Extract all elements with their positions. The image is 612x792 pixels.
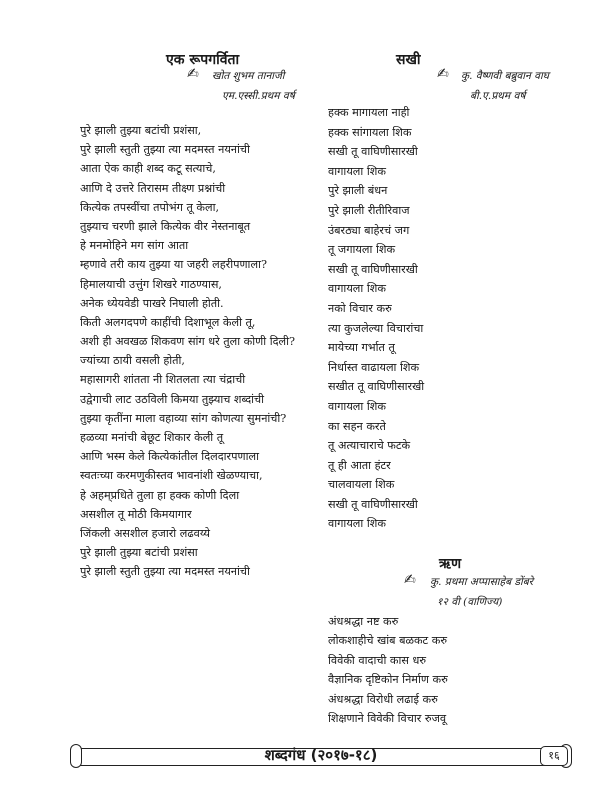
poem-body [328,103,424,534]
poem-line: अनेक ध्येयवेडी पाखरे निघाली होती. [80,296,224,310]
poem-line: पुरे झाली तुझ्या बटांची प्रशंसा, [80,124,202,137]
poem-line: कित्येक तपस्वींचा तपोभंग तू केला, [80,200,220,214]
poem-line: वागायला शिक [328,164,386,178]
poem-body [328,612,448,728]
poem-line: तू अत्याचाराचे फटके [328,439,411,453]
poem-line: महासागरी शांतता नी शितलता त्या चंद्राची [80,373,246,387]
poem-title: ऋण [439,556,462,572]
poem-line: किती अलगदपणे काहींची दिशाभूल केली तू, [80,315,256,329]
poem-line: हे मनमोहिने मग सांग आता [80,239,189,253]
poem-author-class: १२ वी (वाणिज्य) [437,596,503,608]
poem-line: हिमालयाची उत्तुंग शिखरे गाठण्यास, [80,277,222,291]
poem-line: पुरे झाली स्तुती तुझ्या त्या मदमस्त नयनांची [80,143,250,157]
poem-line: आणि दे उत्तरे तिरासम तीक्ष्ण प्रश्नांची [80,181,226,195]
poem-line: पुरे झाली रीतीरिवाज [328,203,410,217]
poem-line: अंधश्रद्धा विरोधी लढाई करु [328,692,438,706]
writing-hand-icon: ✍ [404,572,416,588]
poem-line: वागायला शिक [328,282,386,296]
poem-line: असशील तू मोठी किमयागार [80,507,192,521]
poem-line: विवेकी वादाची कास धरु [328,653,427,667]
poem-line: अंधश्रद्धा नष्ट करु [328,615,399,628]
poem-line: वागायला शिक [328,399,386,413]
poem-line: उंबरठ्या बाहेरचं जग [328,223,410,237]
poem-line: हक्क सांगायला शिक [328,125,412,139]
poem-line: पुरे झाली तुझ्या बटांची प्रशंसा [80,546,198,560]
poem-author: कु. प्रथमा अप्पासाहेब डोंबरे [430,576,534,588]
writing-hand-icon: ✍ [437,66,449,82]
poem-line: आणि भस्म केले कित्येकांतील दिलदारपणाला [80,450,259,464]
poem-line: हळव्या मनांची बेछूट शिकार केली तू [80,431,224,444]
poem-line: तुझ्याच चरणी झाले कित्येक वीर नेस्तनाबूत [80,219,251,233]
poem-title: सखी [396,52,421,68]
poem-line: वैज्ञानिक दृष्टिकोन निर्माण करु [328,673,448,687]
poem-author: खोत शुभम तानाजी [212,70,285,82]
poem-line: जिंकली असशील हजारो लढवय्ये [80,526,211,540]
poem-line: स्वतःच्या करमणुकीस्तव भावनांशी खेळण्याचा, [80,469,263,483]
poem-line: ज्यांच्या ठायी वसली होती, [80,354,185,368]
poem-line: पुरे झाली स्तुती तुझ्या त्या मदमस्त नयनांची [80,565,250,579]
poem-line: आता ऐक काही शब्द कटू सत्याचे, [80,162,216,176]
poem-line: हे अहम्‌प्रधिते तुला हा हक्क कोणी दिला [80,488,240,502]
poem-line: चालवायला शिक [328,478,395,492]
poem-author: कु. वैष्णवी बब्रुवान वाघ [461,70,549,82]
book-title: शब्दगंध (२०१७-१८) [264,746,378,764]
poem-line: सखी तू वाघिणीसारखी [328,497,418,511]
poem-body [80,121,295,582]
poem-line: पुरे झाली बंधन [328,184,388,198]
poem-line: सखी तू वाघिणीसारखी [328,262,418,276]
poem-line: मायेच्या गर्भात तू [328,341,395,355]
poem-line: त्या कुजलेल्या विचारांचा [328,321,424,335]
page-number: १६ [540,746,568,766]
poem-line: वागायला शिक [328,517,386,531]
poem-line: तू जगायला शिक [328,243,396,257]
poem-line: अशी ही अवखळ शिकवण सांग धरे तुला कोणी दिली? [80,335,296,349]
poem-author-class: एम.एस्सी.प्रथम वर्ष [222,90,295,102]
poem-line: शिक्षणाने विवेकी विचार रुजवू [328,711,447,725]
poem-title: एक रूपगर्विता [166,52,240,68]
poem-line: निर्धास्त वाढायला शिक [328,360,420,374]
poem-line: उद्वेगाची लाट उठविली किमया तुझ्याच शब्दांची [80,392,265,406]
poem-line: हक्क मागायला नाही [328,106,410,119]
poem-line: तू ही आता हंटर [328,458,391,472]
poem-line: सखी तू वाघिणीसारखी [328,145,418,159]
writing-hand-icon: ✍ [187,66,199,82]
poem-line: म्हणावे तरी काय तुझ्या या जहरी लहरीपणाला? [80,258,267,272]
footer-banner [70,744,572,768]
poem-line: का सहन करते [328,419,386,433]
poem-line: लोकशाहीचे खांब बळकट करु [328,634,448,648]
poem-author-class: बी.ए.प्रथम वर्ष [470,90,526,102]
poem-line: तुझ्या कृतींना माला वहाव्या सांग कोणत्या सुमनांची? [80,411,287,425]
poem-line: नको विचार करु [328,301,392,315]
poem-line: सखीत तू वाघिणीसारखी [328,380,425,394]
